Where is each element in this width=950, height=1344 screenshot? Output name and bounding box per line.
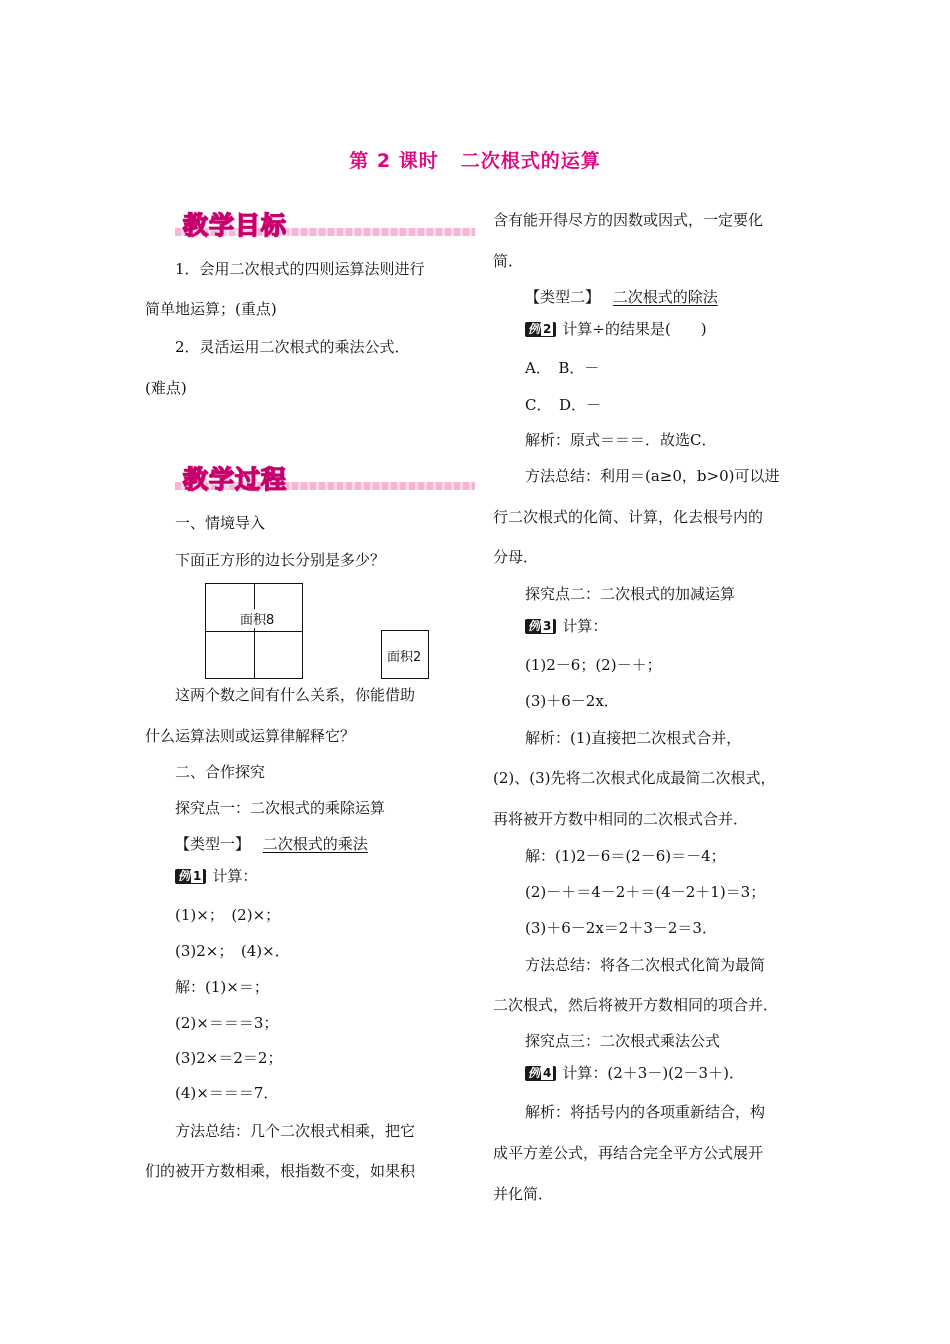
analysis-4-line-1: 解析：将括号内的各项重新结合，构 (525, 1103, 766, 1121)
example-badge-2: 例 2 (525, 322, 556, 337)
relation-question-line-2: 什么运算法则或运算律解释它？ (145, 727, 356, 745)
method-3-line-1: 方法总结：将各二次根式化简为最简 (525, 956, 766, 974)
method-2-line-1: 方法总结：利用＝(a≥0，b>0)可以进 (525, 467, 780, 485)
example-3-items-1: (1)2－6；(2)－＋； (525, 656, 662, 674)
title-lesson: 第 2 课时 (349, 150, 439, 172)
continuation-line-1: 含有能开得尽方的因数或因式，一定要化 (493, 211, 764, 229)
title-topic: 二次根式的运算 (460, 150, 601, 172)
example-3-items-2: (3)＋6－2x． (525, 692, 619, 710)
analysis-4-line-2: 成平方差公式，再结合完全平方公式展开 (493, 1144, 764, 1162)
example-badge-4: 例 4 (525, 1066, 556, 1081)
method-2-line-2: 行二次根式的化简、计算，化去根号内的 (493, 508, 764, 526)
solution-3-line-2: (2)－＋＝4－2＋＝(4－2＋1)＝3； (525, 883, 766, 901)
example-4-text: 计算：(2＋3－)(2－3＋)． (562, 1064, 744, 1082)
analysis-3-line-3: 再将被开方数中相同的二次根式合并． (493, 810, 749, 828)
square-area-2 (381, 630, 429, 679)
example-3 (525, 616, 607, 636)
explore-point-1: 探究点一：二次根式的乘除运算 (175, 799, 386, 817)
example-1-items-2: (3)2×； (4)×． (175, 942, 290, 960)
example-2-text: 计算÷的结果是( ) (562, 320, 707, 338)
example-2-options-cd: C． D．－ (525, 396, 602, 414)
goal-1-line-1: 1．会用二次根式的四则运算法则进行 (175, 260, 425, 278)
example-3-text: 计算： (562, 617, 608, 635)
solution-1-line-2: (2)×＝＝＝3； (175, 1014, 279, 1032)
example-badge-1: 例 1 (175, 869, 206, 884)
example-badge-3: 例 3 (525, 619, 556, 634)
solution-3-line-3: (3)＋6－2x＝2＋3－2＝3． (525, 919, 717, 937)
area-8-label: 面积8 (239, 609, 275, 628)
explore-point-3: 探究点三：二次根式乘法公式 (525, 1032, 721, 1050)
method-1-line-2: 们的被开方数相乘，根指数不变，如果积 (145, 1162, 416, 1180)
example-1-text: 计算： (212, 867, 258, 885)
example-2-options-ab: A． B．－ (525, 359, 600, 377)
type-1-name: 二次根式的乘法 (262, 835, 368, 853)
example-4 (525, 1063, 744, 1083)
analysis-3-line-2: (2)、(3)先将二次根式化成最简二次根式， (493, 769, 776, 787)
banner-label: 教学目标 (183, 211, 288, 240)
section-cooperative: 二、合作探究 (175, 763, 266, 781)
method-1-line-1: 方法总结：几个二次根式相乘，把它 (175, 1122, 416, 1140)
intro-question: 下面正方形的边长分别是多少？ (175, 551, 386, 569)
type-2-name: 二次根式的除法 (612, 288, 718, 306)
continuation-line-2: 简． (493, 252, 524, 270)
analysis-4-line-3: 并化简． (493, 1185, 554, 1203)
area-2-label: 面积2 (386, 646, 422, 665)
method-2-line-3: 分母． (493, 548, 539, 566)
solution-1-line-3: (3)2×＝2＝2； (175, 1049, 283, 1067)
goal-1-line-2: 简单地运算；(重点) (145, 300, 277, 318)
type-2-tag: 【类型二】 (525, 288, 601, 306)
goal-2-line-1: 2．灵活运用二次根式的乘法公式． (175, 338, 410, 356)
type-1-tag: 【类型一】 (175, 835, 251, 853)
explore-point-2: 探究点二：二次根式的加减运算 (525, 585, 736, 603)
example-2 (525, 319, 707, 339)
method-3-line-2: 二次根式，然后将被开方数相同的项合并． (493, 996, 779, 1014)
banner-teaching-process (145, 460, 475, 494)
page-title (0, 146, 950, 173)
type-1-heading (175, 834, 368, 854)
type-2-heading (525, 287, 718, 307)
square-divider-horizontal (206, 631, 302, 632)
analysis-3-line-1: 解析：(1)直接把二次根式合并， (525, 729, 742, 747)
goal-2-line-2: (难点) (145, 379, 187, 397)
solution-3-line-1: 解：(1)2－6＝(2－6)＝－4； (525, 847, 726, 865)
example-1-items-1: (1)×； (2)×； (175, 906, 281, 924)
banner-teaching-goals (145, 206, 475, 240)
square-area-8 (205, 583, 303, 679)
section-intro: 一、情境导入 (175, 514, 266, 532)
banner-label: 教学过程 (183, 465, 288, 494)
relation-question-line-1: 这两个数之间有什么关系，你能借助 (175, 686, 416, 704)
analysis-2: 解析：原式＝＝＝．故选C． (525, 431, 717, 449)
example-1 (175, 866, 257, 886)
solution-1-line-4: (4)×＝＝＝7． (175, 1084, 279, 1102)
solution-1-line-1: 解：(1)×＝； (175, 978, 269, 996)
